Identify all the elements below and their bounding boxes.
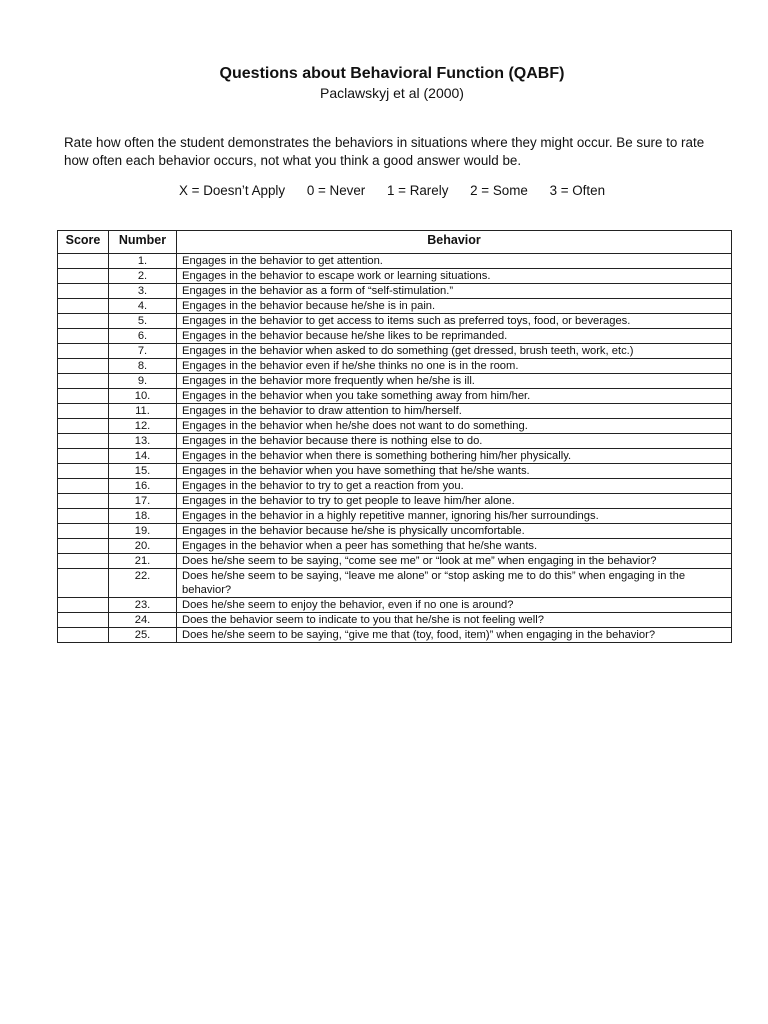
behavior-text: Does the behavior seem to indicate to you that he/she is not feeling well? bbox=[177, 613, 732, 628]
behavior-text: Engages in the behavior to try to get a reaction from you. bbox=[177, 479, 732, 494]
score-cell[interactable] bbox=[58, 494, 109, 509]
item-number: 6. bbox=[109, 329, 177, 344]
table-row bbox=[58, 314, 732, 329]
item-number: 17. bbox=[109, 494, 177, 509]
behavior-text: Does he/she seem to be saying, “give me that (toy, food, item)” when engaging in the behavior? bbox=[177, 628, 732, 643]
table-row bbox=[58, 598, 732, 613]
table-row bbox=[58, 299, 732, 314]
scale-item-doesnt-apply: X = Doesn’t Apply bbox=[179, 183, 286, 198]
item-number: 21. bbox=[109, 554, 177, 569]
score-cell[interactable] bbox=[58, 389, 109, 404]
score-cell[interactable] bbox=[58, 628, 109, 643]
behavior-text: Engages in the behavior because he/she is physically uncomfortable. bbox=[177, 524, 732, 539]
score-cell[interactable] bbox=[58, 434, 109, 449]
scale-item-rarely: 1 = Rarely bbox=[386, 183, 449, 198]
item-number: 14. bbox=[109, 449, 177, 464]
table-row bbox=[58, 359, 732, 374]
item-number: 5. bbox=[109, 314, 177, 329]
table-row bbox=[58, 494, 732, 509]
score-cell[interactable] bbox=[58, 404, 109, 419]
scale-item-some: 2 = Some bbox=[470, 183, 528, 198]
score-cell[interactable] bbox=[58, 509, 109, 524]
score-cell[interactable] bbox=[58, 284, 109, 299]
item-number: 4. bbox=[109, 299, 177, 314]
item-number: 25. bbox=[109, 628, 177, 643]
table-row bbox=[58, 524, 732, 539]
score-cell[interactable] bbox=[58, 449, 109, 464]
table-row bbox=[58, 434, 732, 449]
score-cell[interactable] bbox=[58, 269, 109, 284]
table-row bbox=[58, 389, 732, 404]
instructions-text: Rate how often the student demonstrates the behaviors in situations where they might occur. Be sure to rate how often each behavior occurs, not what you think a good answer would be. bbox=[64, 135, 705, 168]
scale-item-never: 0 = Never bbox=[306, 183, 366, 198]
table-row bbox=[58, 554, 732, 569]
item-number: 9. bbox=[109, 374, 177, 389]
behavior-text: Engages in the behavior because he/she likes to be reprimanded. bbox=[177, 329, 732, 344]
behavior-text: Engages in the behavior when a peer has something that he/she wants. bbox=[177, 539, 732, 554]
table-row bbox=[58, 569, 732, 598]
table-row bbox=[58, 374, 732, 389]
table-row bbox=[58, 344, 732, 359]
behavior-text: Engages in the behavior when asked to do something (get dressed, brush teeth, work, etc.) bbox=[177, 344, 732, 359]
item-number: 8. bbox=[109, 359, 177, 374]
behavior-text: Engages in the behavior to try to get people to leave him/her alone. bbox=[177, 494, 732, 509]
behavior-text: Engages in the behavior to escape work or learning situations. bbox=[177, 269, 732, 284]
item-number: 3. bbox=[109, 284, 177, 299]
table-row bbox=[58, 613, 732, 628]
table-header-row bbox=[58, 231, 732, 254]
table-row bbox=[58, 269, 732, 284]
table-row bbox=[58, 449, 732, 464]
behavior-text: Engages in the behavior to get access to items such as preferred toys, food, or beverages. bbox=[177, 314, 732, 329]
header-number: Number bbox=[109, 231, 177, 254]
score-cell[interactable] bbox=[58, 329, 109, 344]
score-cell[interactable] bbox=[58, 554, 109, 569]
score-cell[interactable] bbox=[58, 464, 109, 479]
rating-scale bbox=[179, 182, 623, 200]
item-number: 23. bbox=[109, 598, 177, 613]
behavior-text: Engages in the behavior because he/she is in pain. bbox=[177, 299, 732, 314]
score-cell[interactable] bbox=[58, 254, 109, 269]
score-cell[interactable] bbox=[58, 613, 109, 628]
item-number: 15. bbox=[109, 464, 177, 479]
score-cell[interactable] bbox=[58, 344, 109, 359]
table-row bbox=[58, 404, 732, 419]
table-row bbox=[58, 479, 732, 494]
score-cell[interactable] bbox=[58, 314, 109, 329]
behavior-text: Engages in the behavior when he/she does not want to do something. bbox=[177, 419, 732, 434]
table-row bbox=[58, 419, 732, 434]
behavior-text: Engages in the behavior in a highly repetitive manner, ignoring his/her surroundings. bbox=[177, 509, 732, 524]
item-number: 1. bbox=[109, 254, 177, 269]
score-cell[interactable] bbox=[58, 479, 109, 494]
behavior-text: Engages in the behavior to draw attention to him/herself. bbox=[177, 404, 732, 419]
table-row bbox=[58, 254, 732, 269]
behavior-text: Engages in the behavior as a form of “self-stimulation.” bbox=[177, 284, 732, 299]
item-number: 2. bbox=[109, 269, 177, 284]
behavior-text: Does he/she seem to be saying, “come see me” or “look at me” when engaging in the behavior? bbox=[177, 554, 732, 569]
item-number: 7. bbox=[109, 344, 177, 359]
document-subtitle: Paclawskyj et al (2000) bbox=[320, 85, 464, 101]
header-score: Score bbox=[58, 231, 109, 254]
behavior-text: Engages in the behavior when you take something away from him/her. bbox=[177, 389, 732, 404]
score-cell[interactable] bbox=[58, 299, 109, 314]
item-number: 13. bbox=[109, 434, 177, 449]
table-row bbox=[58, 329, 732, 344]
score-cell[interactable] bbox=[58, 539, 109, 554]
score-cell[interactable] bbox=[58, 359, 109, 374]
item-number: 19. bbox=[109, 524, 177, 539]
score-cell[interactable] bbox=[58, 419, 109, 434]
item-number: 20. bbox=[109, 539, 177, 554]
scale-item-often: 3 = Often bbox=[549, 183, 606, 198]
table-row bbox=[58, 539, 732, 554]
item-number: 10. bbox=[109, 389, 177, 404]
table-row bbox=[58, 464, 732, 479]
score-cell[interactable] bbox=[58, 598, 109, 613]
behavior-text: Does he/she seem to be saying, “leave me alone” or “stop asking me to do this” when engaging in the behavior? bbox=[177, 569, 732, 598]
behavior-rating-table bbox=[57, 230, 732, 643]
header-behavior: Behavior bbox=[177, 231, 732, 254]
behavior-text: Does he/she seem to enjoy the behavior, even if no one is around? bbox=[177, 598, 732, 613]
behavior-text: Engages in the behavior to get attention. bbox=[177, 254, 732, 269]
item-number: 11. bbox=[109, 404, 177, 419]
item-number: 18. bbox=[109, 509, 177, 524]
score-cell[interactable] bbox=[58, 569, 109, 598]
table-row bbox=[58, 284, 732, 299]
behavior-text: Engages in the behavior even if he/she thinks no one is in the room. bbox=[177, 359, 732, 374]
behavior-text: Engages in the behavior more frequently when he/she is ill. bbox=[177, 374, 732, 389]
behavior-text: Engages in the behavior when there is something bothering him/her physically. bbox=[177, 449, 732, 464]
table-row bbox=[58, 509, 732, 524]
document-title: Questions about Behavioral Function (QABF) bbox=[219, 65, 565, 82]
item-number: 16. bbox=[109, 479, 177, 494]
score-cell[interactable] bbox=[58, 374, 109, 389]
score-cell[interactable] bbox=[58, 524, 109, 539]
behavior-text: Engages in the behavior because there is nothing else to do. bbox=[177, 434, 732, 449]
item-number: 24. bbox=[109, 613, 177, 628]
table-row bbox=[58, 628, 732, 643]
item-number: 22. bbox=[109, 569, 177, 598]
item-number: 12. bbox=[109, 419, 177, 434]
behavior-text: Engages in the behavior when you have something that he/she wants. bbox=[177, 464, 732, 479]
